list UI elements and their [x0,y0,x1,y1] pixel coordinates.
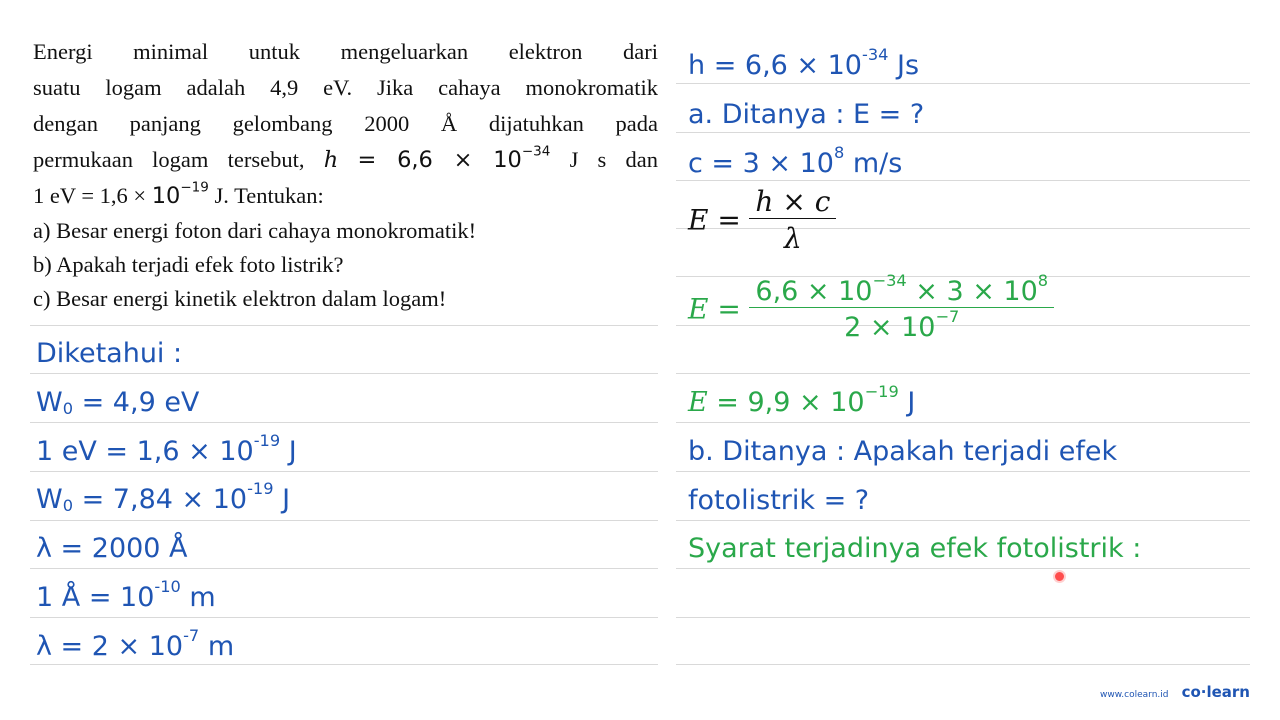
question-b: b) Apakah terjadi efek foto listrik? [33,252,344,277]
rule-line [30,325,658,326]
rule-line [676,422,1250,423]
rule-line [676,617,1250,618]
rule-line [676,180,1250,181]
rule-line [676,83,1250,84]
question-c: c) Besar energi kinetik elektron dalam logam! [33,286,447,311]
rule-line [30,471,658,472]
rule-line [676,471,1250,472]
rule-line [30,568,658,569]
problem-statement [33,34,658,316]
speed-of-light: $c = 3 \times 10^8$ m/s [688,143,903,179]
wavelength-meter: $\lambda = 2 \times 10^{-7}$ m [36,626,235,662]
rule-line [30,617,658,618]
wavelength-angstrom: λ = 2000 Å [36,533,188,564]
rule-line [30,520,658,521]
planck-constant: $h = 6,6 \times 10^{-34}$ Js [688,45,920,81]
photoelectric-condition: Syarat terjadinya efek fotolistrik : [688,533,1142,564]
rule-line [676,664,1250,665]
work-function-ev: $W_0 = 4,9$ eV [36,387,200,419]
work-function-joule: $W_0 = 7,84 \times 10^{-19}$ J [36,479,291,516]
pointer-dot [1053,570,1066,583]
problem-line: dengan panjang gelombang 2000 Å dijatuhkan pada [33,111,658,136]
problem-line: Energi minimal untuk mengeluarkan elektron dari [33,39,658,64]
energy-formula: E = $\frac{h \times c}{\lambda}$ [688,188,836,253]
question-b-asked: b. Ditanya : Apakah terjadi efek [688,436,1118,467]
footer-url[interactable]: www.colearn.id [1100,690,1169,700]
rule-line [676,132,1250,133]
problem-line: 1 eV = $1,6 \times 10^{-19}$ J. Tentukan: [33,179,324,209]
question-a-asked: a. Ditanya : E = ? [688,99,925,130]
energy-substitution: E = $\frac{6,6 \times 10^{-34} \times 3 \times 10^8}{2 \times 10^{-7}}$ [688,278,1054,341]
rule-line [30,664,658,665]
rule-line [30,422,658,423]
rule-line [676,520,1250,521]
diketahui-heading: Diketahui : [36,338,183,369]
rule-line [676,568,1250,569]
rule-line [30,373,658,374]
question-b-asked-cont: fotolistrik = ? [688,485,870,516]
rule-line [676,373,1250,374]
ev-conversion: 1 eV = $1,6 \times 10^{-19}$ J [36,431,297,467]
problem-line: suatu logam adalah 4,9 eV. Jika cahaya monokromatik [33,75,658,100]
question-a: a) Besar energi foton dari cahaya monokromatik! [33,218,477,243]
footer-branding [1100,682,1250,701]
energy-result: $E = 9,9 \times 10^{-19}$ J [688,382,916,418]
problem-line: permukaan logam tersebut, $h = 6,6 \times 10^{-34}$ J s dan [33,143,659,173]
colearn-logo: co·learn [1181,683,1250,701]
angstrom-conversion: 1 Å = $10^{-10}$ m [36,577,216,613]
